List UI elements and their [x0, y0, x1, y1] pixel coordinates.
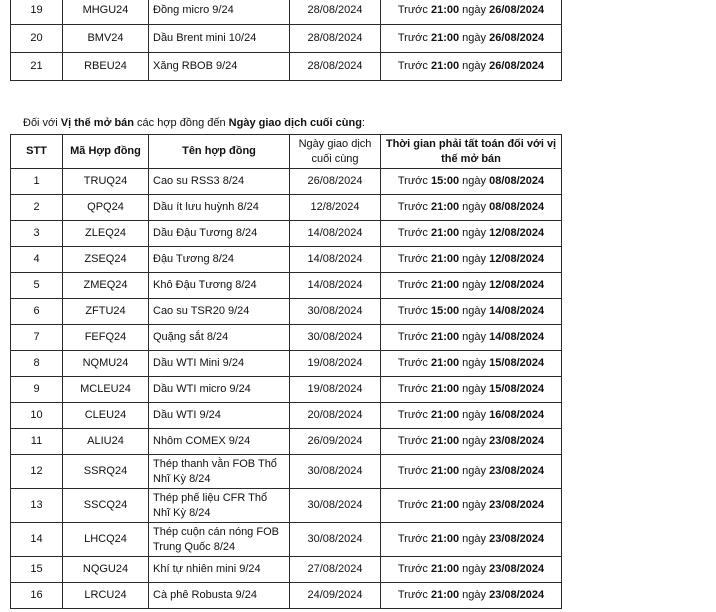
cell-last-trading-day: 14/08/2024: [290, 273, 381, 299]
deadline-mid: ngày: [462, 4, 487, 16]
cell-settlement-deadline: [381, 273, 562, 299]
deadline-prefix: Trước: [397, 589, 428, 601]
deadline-time: 21:00: [430, 227, 460, 239]
cell-stt: 5: [11, 273, 63, 299]
cell-settlement-deadline: [381, 25, 562, 53]
cell-contract-name: Đồng micro 9/24: [149, 0, 290, 25]
deadline-date: 26/08/2024: [489, 60, 545, 72]
cell-contract-name: Cao su RSS3 8/24: [149, 169, 290, 195]
cell-contract-name: Đậu Tương 8/24: [149, 247, 290, 273]
table-row: [11, 429, 562, 455]
cell-stt: 14: [11, 523, 63, 557]
deadline-time: 21:00: [430, 32, 460, 44]
cell-last-trading-day: 26/09/2024: [290, 429, 381, 455]
deadline-date: 12/08/2024: [489, 279, 545, 291]
deadline-prefix: Trước: [397, 201, 428, 213]
caption-text: các hợp đồng đến: [134, 117, 229, 129]
deadline-mid: ngày: [462, 563, 487, 575]
cell-stt: 19: [11, 0, 63, 25]
cell-last-trading-day: 30/08/2024: [290, 489, 381, 523]
deadline-time: 21:00: [430, 409, 460, 421]
table-row: [11, 377, 562, 403]
cell-contract-code: TRUQ24: [63, 169, 149, 195]
cell-contract-code: QPQ24: [63, 195, 149, 221]
cell-contract-name: Dầu WTI micro 9/24: [149, 377, 290, 403]
deadline-prefix: Trước: [397, 175, 428, 187]
cell-settlement-deadline: [381, 221, 562, 247]
deadline-date: 26/08/2024: [489, 32, 545, 44]
cell-settlement-deadline: [381, 351, 562, 377]
deadline-mid: ngày: [462, 279, 487, 291]
cell-last-trading-day: 14/08/2024: [290, 221, 381, 247]
cell-last-trading-day: 30/08/2024: [290, 299, 381, 325]
table-row: [11, 53, 562, 81]
cell-stt: 9: [11, 377, 63, 403]
cell-stt: 10: [11, 403, 63, 429]
deadline-time: 21:00: [430, 331, 460, 343]
cell-settlement-deadline: [381, 53, 562, 81]
table-row: [11, 557, 562, 583]
deadline-date: 23/08/2024: [489, 499, 545, 511]
cell-stt: 1: [11, 169, 63, 195]
cell-contract-code: NQMU24: [63, 351, 149, 377]
deadline-prefix: Trước: [397, 409, 428, 421]
deadline-date: 08/08/2024: [489, 175, 545, 187]
header-contract-name: Tên hợp đồng: [149, 135, 290, 169]
deadline-time: 21:00: [430, 465, 460, 477]
deadline-date: 23/08/2024: [489, 465, 545, 477]
table-row: [11, 325, 562, 351]
deadline-prefix: Trước: [397, 60, 428, 72]
cell-settlement-deadline: [381, 489, 562, 523]
deadline-time: 15:00: [430, 175, 460, 187]
cell-stt: 2: [11, 195, 63, 221]
cell-last-trading-day: 19/08/2024: [290, 377, 381, 403]
expiry-table-continued: [10, 0, 562, 81]
cell-last-trading-day: 19/08/2024: [290, 351, 381, 377]
deadline-date: 23/08/2024: [489, 563, 545, 575]
cell-contract-name: Thép thanh vằn FOB Thổ Nhĩ Kỳ 8/24: [149, 455, 290, 489]
cell-stt: 13: [11, 489, 63, 523]
deadline-mid: ngày: [462, 533, 487, 545]
cell-settlement-deadline: [381, 583, 562, 609]
deadline-prefix: Trước: [397, 533, 428, 545]
cell-contract-name: Dầu Brent mini 10/24: [149, 25, 290, 53]
table-row: [11, 195, 562, 221]
cell-stt: 21: [11, 53, 63, 81]
cell-settlement-deadline: [381, 377, 562, 403]
cell-contract-name: Quặng sắt 8/24: [149, 325, 290, 351]
cell-settlement-deadline: [381, 455, 562, 489]
cell-contract-name: Thép cuộn cán nóng FOB Trung Quốc 8/24: [149, 523, 290, 557]
deadline-prefix: Trước: [397, 357, 428, 369]
deadline-time: 21:00: [430, 279, 460, 291]
caption-bold-short-position: Vị thế mở bán: [60, 117, 134, 129]
cell-last-trading-day: 14/08/2024: [290, 247, 381, 273]
deadline-time: 21:00: [430, 499, 460, 511]
table-row: [11, 273, 562, 299]
deadline-mid: ngày: [462, 409, 487, 421]
deadline-time: 21:00: [430, 60, 460, 72]
deadline-time: 15:00: [430, 305, 460, 317]
cell-stt: 16: [11, 583, 63, 609]
deadline-mid: ngày: [462, 227, 487, 239]
cell-contract-name: Khô Đậu Tương 8/24: [149, 273, 290, 299]
cell-settlement-deadline: [381, 169, 562, 195]
cell-stt: 6: [11, 299, 63, 325]
cell-settlement-deadline: [381, 523, 562, 557]
cell-last-trading-day: 12/8/2024: [290, 195, 381, 221]
cell-contract-code: MHGU24: [63, 0, 149, 25]
deadline-prefix: Trước: [397, 279, 428, 291]
table-row: [11, 403, 562, 429]
cell-stt: 3: [11, 221, 63, 247]
cell-contract-code: ZMEQ24: [63, 273, 149, 299]
deadline-mid: ngày: [462, 305, 487, 317]
deadline-time: 21:00: [430, 253, 460, 265]
cell-last-trading-day: 26/08/2024: [290, 169, 381, 195]
cell-last-trading-day: 30/08/2024: [290, 523, 381, 557]
table-row: [11, 583, 562, 609]
table-row: [11, 351, 562, 377]
caption-text: Đối với: [23, 117, 61, 129]
deadline-time: 21:00: [430, 4, 460, 16]
cell-last-trading-day: 28/08/2024: [290, 53, 381, 81]
cell-contract-name: Dầu WTI 9/24: [149, 403, 290, 429]
cell-contract-name: Khí tự nhiên mini 9/24: [149, 557, 290, 583]
deadline-mid: ngày: [462, 465, 487, 477]
caption-bold-last-trading-day: Ngày giao dịch cuối cùng: [228, 117, 362, 129]
cell-contract-code: LHCQ24: [63, 523, 149, 557]
cell-contract-code: ZSEQ24: [63, 247, 149, 273]
cell-settlement-deadline: [381, 557, 562, 583]
table-row: [11, 0, 562, 25]
table-row: [11, 247, 562, 273]
deadline-time: 21:00: [430, 435, 460, 447]
deadline-date: 12/08/2024: [489, 227, 545, 239]
cell-settlement-deadline: [381, 195, 562, 221]
cell-contract-code: BMV24: [63, 25, 149, 53]
deadline-prefix: Trước: [397, 383, 428, 395]
cell-settlement-deadline: [381, 247, 562, 273]
cell-contract-code: FEFQ24: [63, 325, 149, 351]
cell-contract-code: LRCU24: [63, 583, 149, 609]
deadline-time: 21:00: [430, 357, 460, 369]
table-row: [11, 25, 562, 53]
cell-contract-code: SSRQ24: [63, 455, 149, 489]
deadline-mid: ngày: [462, 499, 487, 511]
cell-last-trading-day: 28/08/2024: [290, 0, 381, 25]
cell-last-trading-day: 28/08/2024: [290, 25, 381, 53]
deadline-date: 26/08/2024: [489, 4, 545, 16]
deadline-mid: ngày: [462, 331, 487, 343]
deadline-mid: ngày: [462, 589, 487, 601]
deadline-prefix: Trước: [397, 465, 428, 477]
deadline-date: 14/08/2024: [489, 305, 545, 317]
short-position-caption: [23, 117, 365, 129]
cell-contract-code: CLEU24: [63, 403, 149, 429]
cell-contract-name: Xăng RBOB 9/24: [149, 53, 290, 81]
cell-contract-name: Nhôm COMEX 9/24: [149, 429, 290, 455]
cell-settlement-deadline: [381, 0, 562, 25]
deadline-mid: ngày: [462, 175, 487, 187]
caption-text: :: [361, 117, 365, 129]
deadline-date: 16/08/2024: [489, 409, 545, 421]
deadline-date: 14/08/2024: [489, 331, 545, 343]
cell-settlement-deadline: [381, 299, 562, 325]
deadline-prefix: Trước: [397, 4, 428, 16]
cell-contract-code: SSCQ24: [63, 489, 149, 523]
cell-stt: 11: [11, 429, 63, 455]
table-row: [11, 455, 562, 489]
deadline-mid: ngày: [462, 383, 487, 395]
deadline-prefix: Trước: [397, 227, 428, 239]
deadline-mid: ngày: [462, 435, 487, 447]
deadline-prefix: Trước: [397, 253, 428, 265]
cell-settlement-deadline: [381, 325, 562, 351]
deadline-date: 15/08/2024: [489, 357, 545, 369]
cell-stt: 4: [11, 247, 63, 273]
deadline-prefix: Trước: [397, 435, 428, 447]
cell-stt: 20: [11, 25, 63, 53]
deadline-mid: ngày: [462, 253, 487, 265]
deadline-date: 12/08/2024: [489, 253, 545, 265]
deadline-date: 15/08/2024: [489, 383, 545, 395]
short-position-table: [10, 134, 562, 609]
deadline-date: 23/08/2024: [489, 589, 545, 601]
deadline-time: 21:00: [430, 563, 460, 575]
cell-stt: 7: [11, 325, 63, 351]
cell-last-trading-day: 20/08/2024: [290, 403, 381, 429]
deadline-date: 08/08/2024: [489, 201, 545, 213]
deadline-prefix: Trước: [397, 32, 428, 44]
cell-stt: 15: [11, 557, 63, 583]
table-row: [11, 221, 562, 247]
cell-stt: 8: [11, 351, 63, 377]
deadline-time: 21:00: [430, 533, 460, 545]
cell-settlement-deadline: [381, 403, 562, 429]
deadline-date: 23/08/2024: [489, 435, 545, 447]
table-row: [11, 523, 562, 557]
cell-contract-code: MCLEU24: [63, 377, 149, 403]
cell-stt: 12: [11, 455, 63, 489]
deadline-prefix: Trước: [397, 563, 428, 575]
header-last-trading-day: Ngày giao dịch cuối cùng: [290, 135, 381, 169]
cell-contract-name: Dầu Đậu Tương 8/24: [149, 221, 290, 247]
table-row: [11, 169, 562, 195]
header-stt: STT: [11, 135, 63, 169]
cell-contract-code: ZLEQ24: [63, 221, 149, 247]
header-contract-code: Mã Hợp đồng: [63, 135, 149, 169]
cell-contract-code: RBEU24: [63, 53, 149, 81]
deadline-mid: ngày: [462, 32, 487, 44]
cell-contract-code: NQGU24: [63, 557, 149, 583]
deadline-date: 23/08/2024: [489, 533, 545, 545]
table-row: [11, 299, 562, 325]
deadline-time: 21:00: [430, 201, 460, 213]
cell-contract-name: Thép phế liệu CFR Thổ Nhĩ Kỳ 8/24: [149, 489, 290, 523]
deadline-prefix: Trước: [397, 305, 428, 317]
table-header-row: [11, 135, 562, 169]
cell-contract-name: Dầu WTI Mini 9/24: [149, 351, 290, 377]
deadline-mid: ngày: [462, 201, 487, 213]
deadline-prefix: Trước: [397, 331, 428, 343]
table-row: [11, 489, 562, 523]
cell-last-trading-day: 30/08/2024: [290, 455, 381, 489]
deadline-mid: ngày: [462, 357, 487, 369]
cell-contract-code: ALIU24: [63, 429, 149, 455]
deadline-time: 21:00: [430, 383, 460, 395]
cell-settlement-deadline: [381, 429, 562, 455]
cell-last-trading-day: 27/08/2024: [290, 557, 381, 583]
header-settlement-deadline: Thời gian phải tất toán đối với vị thế mở bán: [381, 135, 562, 169]
deadline-prefix: Trước: [397, 499, 428, 511]
cell-contract-name: Cao su TSR20 9/24: [149, 299, 290, 325]
cell-contract-name: Dầu ít lưu huỳnh 8/24: [149, 195, 290, 221]
deadline-time: 21:00: [430, 589, 460, 601]
cell-contract-name: Cà phê Robusta 9/24: [149, 583, 290, 609]
cell-last-trading-day: 24/09/2024: [290, 583, 381, 609]
deadline-mid: ngày: [462, 60, 487, 72]
cell-contract-code: ZFTU24: [63, 299, 149, 325]
cell-last-trading-day: 30/08/2024: [290, 325, 381, 351]
